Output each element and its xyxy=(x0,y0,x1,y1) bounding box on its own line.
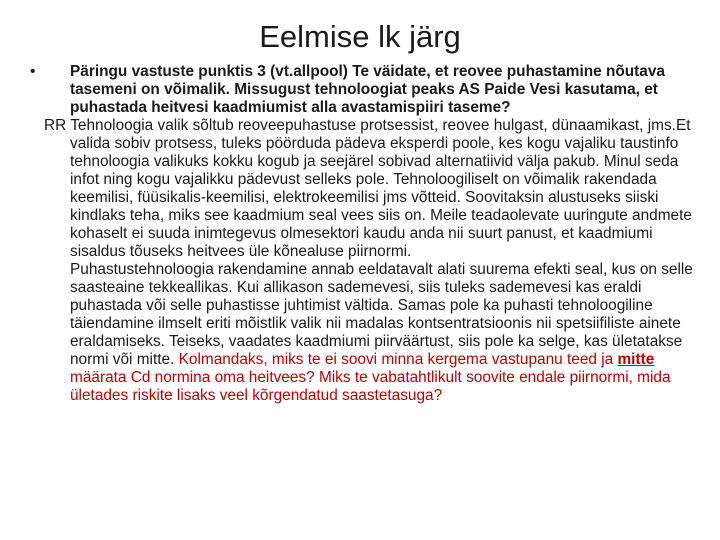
answer-paragraph-2 xyxy=(26,261,694,405)
question-text: Päringu vastuste punktis 3 (vt.allpool) Te väidate, et reovee puhastamine nõutava tasemeni on võimalik. Missugust tehnoloogiat peaks AS Paide Vesi kasutama, et puhastada heitvesi kaadmiumist alla avastamispiiri taseme? xyxy=(70,63,665,116)
highlight-emphasis: mitte xyxy=(617,351,655,368)
answer-prefix: RR xyxy=(44,117,67,134)
answer-text-1: Tehnoloogia valik sõltub reoveepuhastuse protsessist, reovee hulgast, dünaamikast, jms.Et valida sobiv protsess, tuleks pöörduda pädeva eksperdi poole, kes kogu vajaliku taustinfo tehnoloogia valikuks kokku kogub ja seejärel sobivad alternatiivid välja pakub. Minul seda infot ning kogu vajalikku pädevust selleks pole. Tehnoloogiliselt on võimalik rakendada keemilisi, füüsikalis-keemilisi, elektrokeemilisi jms võtteid. Soovitaksin alustuseks siiski kindlaks teha, miks see kaadmium seal vees siis on. Meile teadaolevate uuringute andmete kohaselt ei suuda inimtegevus olmesektori kaudu anda nii suurt panust, et kaadmiumi sisaldus tõuseks heitvees üle kõnealuse piirnormi. xyxy=(70,117,692,260)
answer-paragraph-1 xyxy=(26,117,694,261)
slide-title: Eelmise lk järg xyxy=(259,19,461,54)
slide-body xyxy=(26,63,694,405)
answer-text-2: Puhastustehnoloogia rakendamine annab eeldatavalt alati suurema efekti seal, kus on selle saasteaine tekkeallikas. Kui allikason sademevesi, siis tuleks sademevesi kas eraldi puhastada või selle puhastisse juhtimist vältida. Samas pole ka puhasti tehnoloogiline täiendamine ilmselt eriti mõistlik valik nii madalas kontsentratsioonis nii spetsiifiliste ainete eraldamiseks. Teiseks, vaadates kaadmiumi piirväärtust, siis pole ka selge, kas ületatakse normi või mitte. xyxy=(70,261,693,368)
bullet-icon: • xyxy=(30,63,36,80)
question-item xyxy=(26,63,694,117)
highlight-text-1: Kolmandaks, miks te ei soovi minna kergema vastupanu teed ja xyxy=(178,351,614,368)
highlight-text-2: määrata Cd normina oma heitvees? Miks te vabatahtlikult soovite endale piirnormi, mida ületades riskite lisaks veel kõrgendatud saastetasuga? xyxy=(70,369,671,404)
